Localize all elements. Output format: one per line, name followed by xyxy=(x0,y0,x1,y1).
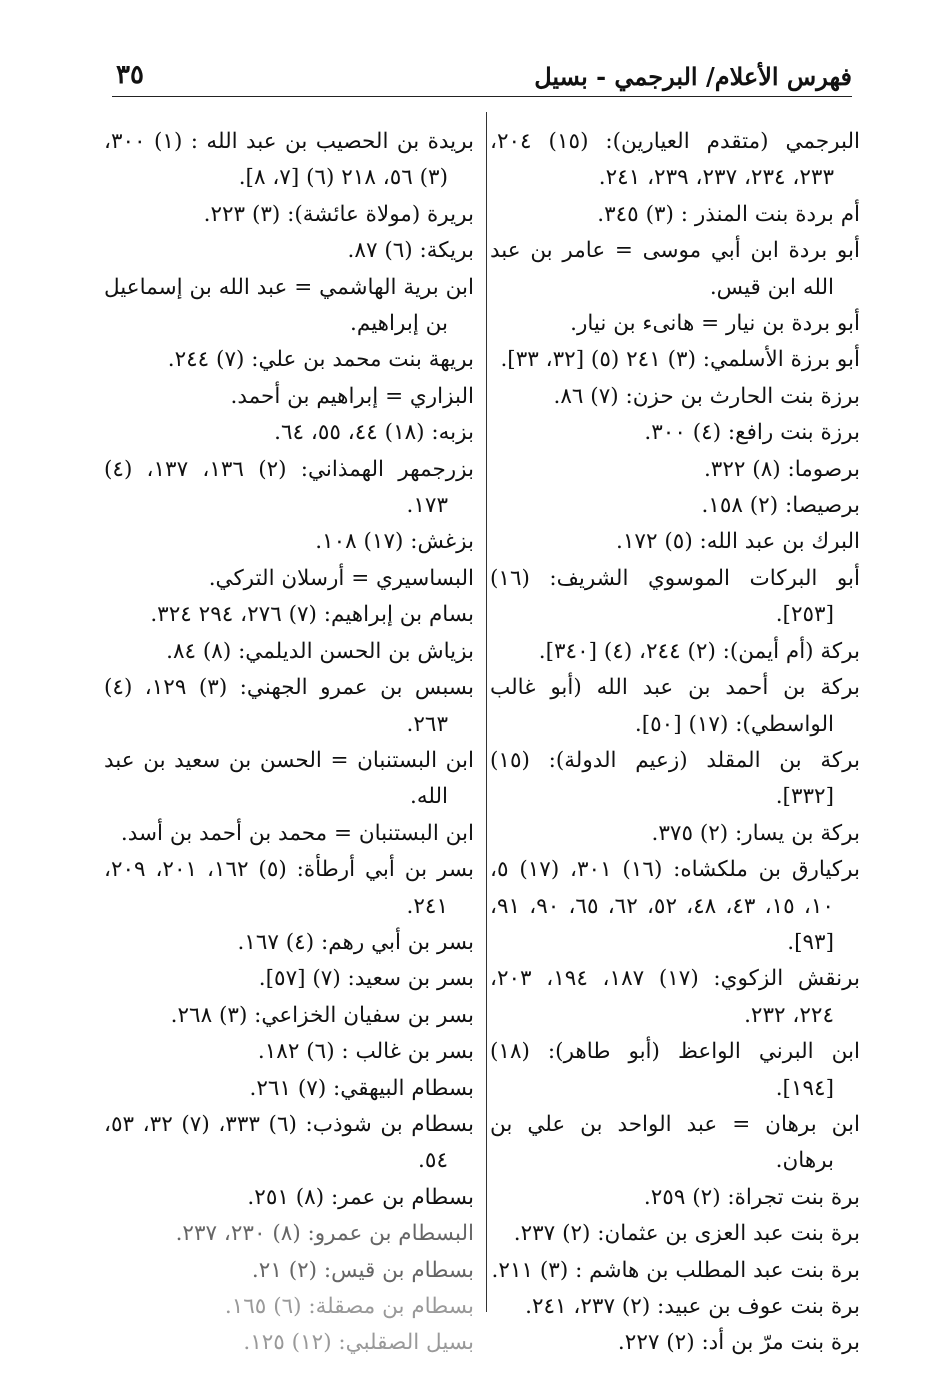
index-entry: البزاري = إبراهيم بن أحمد. xyxy=(230,383,474,409)
index-entry: برة بنت عوف بن عبيد: (٢) ٢٣٧، ٢٤١. xyxy=(525,1294,860,1319)
index-entry: بركة (أم أيمن): (٢) ٢٤٤، (٤) [٣٤٠]. xyxy=(538,638,860,664)
index-entry: برة بنت عبد العزى بن عثمان: (٢) ٢٣٧. xyxy=(513,1221,860,1247)
index-entry: بسر بن سعيد: (٧) [٥٧]. xyxy=(258,966,474,992)
index-entry: ابن البرني الواعظ (أبو طاهر): (١٨) [١٩٤]. xyxy=(490,1039,860,1101)
index-entry: بسر بن أبي أرطأة: (٥) ١٦٢، ٢٠١، ٢٠٩، ٢٤١. xyxy=(104,857,474,919)
column-divider xyxy=(486,112,487,1312)
index-entry: برنقش الزكوي: (١٧) ١٨٧، ١٩٤، ٢٠٣، ٢٢٤، ٢٣٢. xyxy=(490,966,860,1028)
index-entry: البرجمي (متقدم العيارين): (١٥) ٢٠٤، ٢٣٣، ٢٣٤، ٢٣٧، ٢٣٩، ٢٤١. xyxy=(490,129,860,191)
index-entry: بسر بن أبي رهم: (٤) ١٦٧. xyxy=(237,929,474,955)
index-entry: بركة بن أحمد بن عبد الله (أبو غالب الواسطي): (١٧) [٥٠]. xyxy=(490,675,860,737)
index-column-left xyxy=(104,124,474,1362)
index-entry: بركة بن المقلد (زعيم الدولة): (١٥) [٣٣٢]. xyxy=(490,747,860,810)
index-entry: بسطام بن قيس: (٢) ٢١. xyxy=(251,1257,474,1283)
index-entry: برة بنت تجراة: (٢) ٢٥٩. xyxy=(643,1184,860,1210)
index-entry: بركة بن يسار: (٢) ٣٧٥. xyxy=(651,820,860,846)
index-entry: برصيصا: (٢) ١٥٨. xyxy=(701,493,860,519)
index-entry: برة بنت عبد المطلب بن هاشم : (٣) ٢١١. xyxy=(491,1257,860,1283)
index-entry: بريكة: (٦) ٨٧. xyxy=(347,238,474,264)
running-title: فهرس الأعلام/ البرجمي - بسيل xyxy=(534,62,852,91)
index-entry: أبو برزة الأسلمي: (٣) ٢٤١ (٥) [٣٢، ٣٣]. xyxy=(500,347,860,373)
index-entry: أم بردة بنت المنذر : (٣) ٣٤٥. xyxy=(597,201,860,227)
index-entry: برزة بنت رافع: (٤) ٣٠٠. xyxy=(644,420,860,446)
index-entry: برزة بنت الحارث بن حزن: (٧) ٨٦. xyxy=(553,383,860,409)
index-entry: البساسيري = أرسلان التركي. xyxy=(208,565,474,591)
index-entry: بسيل الصقلبي: (١٢) ١٢٥. xyxy=(243,1330,474,1356)
index-entry: بريرة (مولاة عائشة): (٣) ٢٢٣. xyxy=(203,201,474,227)
index-entry: ابن البستنبان = الحسن بن سعيد بن عبد الله. xyxy=(104,747,474,810)
index-entry: أبو بردة بن نيار = هانىء بن نيار. xyxy=(570,311,860,337)
index-column-right xyxy=(490,124,860,1362)
index-entry: بريدة بن الحصيب بن عبد الله : (١) ٣٠٠، (٣) ٥٦، ٢١٨ (٦) [٧، ٨]. xyxy=(104,129,474,191)
index-entry: بزرجمهر الهمذاني: (٢) ١٣٦، ١٣٧، (٤) ١٧٣. xyxy=(104,456,474,519)
index-entry: ابن البستنبان = محمد بن أحمد بن أسد. xyxy=(120,820,474,846)
index-entry: بسطام بن مصقلة: (٦) ١٦٥. xyxy=(224,1294,474,1319)
page-number: ٣٥ xyxy=(116,60,144,90)
index-entry: بزبه: (١٨) ٤٤، ٥٥، ٦٤. xyxy=(274,420,474,446)
index-entry: بريهة بنت محمد بن علي: (٧) ٢٤٤. xyxy=(167,347,474,373)
index-entry: بسر بن غالب : (٦) ١٨٢. xyxy=(257,1039,474,1065)
index-entry: بزياش بن الحسن الديلمي: (٨) ٨٤. xyxy=(166,638,474,664)
index-entry: برة بنت مرّ بن أد: (٢) ٢٢٧. xyxy=(617,1330,860,1356)
index-entry: أبو بردة ابن أبي موسى = عامر بن عبد الله ابن قيس. xyxy=(490,238,860,300)
index-entry: ابن برهان = عبد الواحد بن علي بن برهان. xyxy=(490,1111,860,1174)
index-entry: برصوما: (٨) ٣٢٢. xyxy=(703,456,860,482)
index-entry: بسام بن إبراهيم: (٧) ٢٧٦، ٢٩٤ ٣٢٤. xyxy=(150,602,474,628)
index-entry: بركيارق بن ملكشاه: (١٦) ٣٠١، (١٧) ٥، ١٠، ١٥، ٤٣، ٤٨، ٥٢، ٦٢، ٦٥، ٩٠، ٩١، [٩٣]. xyxy=(490,857,861,955)
page-header xyxy=(112,60,852,97)
index-entry: بزغش: (١٧) ١٠٨. xyxy=(315,529,474,555)
index-entry: البسطام بن عمرو: (٨) ٢٣٠، ٢٣٧. xyxy=(175,1221,474,1247)
index-entry: ابن برية الهاشمي = عبد الله بن إسماعيل بن إبراهيم. xyxy=(104,274,474,337)
index-entry: البرك بن عبد الله: (٥) ١٧٢. xyxy=(616,529,860,555)
index-entry: بسر بن سفيان الخزاعي: (٣) ٢٦٨. xyxy=(170,1002,474,1028)
index-entry: أبو البركات الموسوي الشريف: (١٦) [٢٥٣]. xyxy=(490,565,860,628)
index-entry: بسطام بن شوذب: (٦) ٣٣٣، (٧) ٣٢، ٥٣، ٥٤. xyxy=(104,1111,474,1174)
index-entry: بسطام البيهقي: (٧) ٢٦١. xyxy=(249,1075,474,1101)
index-entry: بسبس بن عمرو الجهني: (٣) ١٢٩، (٤) ٢٦٣. xyxy=(104,675,474,737)
index-entry: بسطام بن عمر: (٨) ٢٥١. xyxy=(247,1184,474,1210)
